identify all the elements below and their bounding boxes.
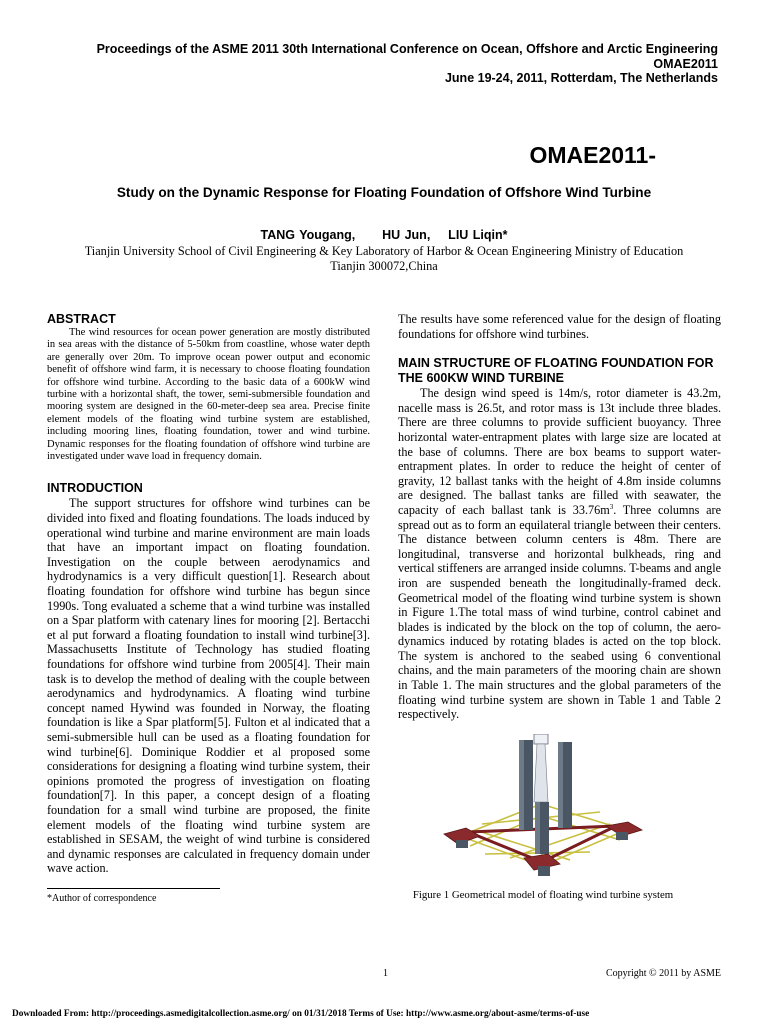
paper-id: OMAE2011- bbox=[529, 142, 656, 168]
abstract-heading: ABSTRACT bbox=[47, 312, 116, 326]
figure-caption: Figure 1 Geometrical model of floating wind turbine system bbox=[412, 889, 674, 901]
main-structure-text: The design wind speed is 14m/s, rotor diameter is 43.2m, nacelle mass is 26.5t, and rotor mass is 13t include three blades. There are three columns to provide sufficient buoyancy. Three horizontal water-entrapment plates with large size are located at the base of columns. There are box beams to support water-entrapment plates. In order to reduce the height of center of gravity, 12 ballast tanks with the height of 4.8m inside columns are designed. The ballast tanks are filled with seawater, the capacity of each ballast tank is $33.76m^3$. Three columns are spread out as to form an equilateral triangle between their centers. The distance between column centers is 48m. There are longitudinal, transverse and horizontal bulkheads, ring and vertical stiffeners are arranged inside columns. T-beams and angle iron are suspended beneath the longitudinally-framed deck. Geometrical model of the floating wind turbine system is shown in Figure 1.The total mass of wind turbine, control cabinet and blades is indicated by the block on the top of column, the aero-dynamics induced by rotating blades is acted on the top block. The system is anchored to the seabed using 6 conventional chains, and the main parameters of the mooring chain are shown in Table 1. The main structures and the global parameters of the floating wind turbine system are shown in Table 1 and Table 2 respectively. bbox=[398, 386, 721, 722]
header-line-2: OMAE2011 bbox=[653, 56, 718, 71]
left-column bbox=[47, 312, 370, 876]
paper-title: Study on the Dynamic Response for Floating Foundation of Offshore Wind Turbine bbox=[116, 185, 652, 200]
copyright: Copyright © 2011 by ASME bbox=[605, 968, 721, 979]
conference-header bbox=[97, 42, 718, 86]
header-line-3: June 19-24, 2011, Rotterdam, The Netherlands bbox=[444, 71, 718, 85]
download-note: Downloaded From: http://proceedings.asmedigitalcollection.asme.org/ on 01/31/2018 Terms of Use: http://www.asme.org/about-asme/terms-of-use bbox=[12, 1009, 590, 1019]
floating-wind-turbine-figure bbox=[440, 734, 650, 882]
right-intro-text: The results have some referenced value for the design of floating foundations for offshore wind turbines. bbox=[398, 312, 721, 341]
header-line-1: Proceedings of the ASME 2011 30th International Conference on Ocean, Offshore and Arctic Engineering bbox=[96, 42, 718, 56]
introduction-text: The support structures for offshore wind turbines can be divided into fixed and floating foundations. The loads induced by operational wind turbine and marine environment are main loads that have an important impact on floating foundation. Investigation on the couple between aerodynamics and hydrodynamics is a very difficult question[1]. Research about floating foundation for offshore wind turbine has begun since 1990s. Tong evaluated a scheme that a wind turbine was installed on a Spar platform with catenary lines for mooring [2]. Bertacchi et al put forward a floating foundation to install wind turbine[3]. Massachusetts Institute of Technology has studied floating foundations for offshore wind turbine from 2005[4]. Their main task is to develop the method of dealing with the couple between aerodynamics and hydrodynamics. A floating wind turbine concept named Hywind was founded in Norway, the floating foundation is like a Spar platform[5]. Fulton et al indicated that a semi-submersible hull can be used as a floating foundation for wind turbine[6]. Dominique Roddier et al proposed some considerations for designing a floating wind turbine system, their opinions promoted the progress of investigation on floating foundation[7]. In this paper, a concept design of a floating foundation for a small wind turbine are proposed, the finite element models of the floating wind turbine system are established in SESAM, the weight of wind turbine is considered and dynamic responses are calculated in frequency domain under wave action. bbox=[47, 496, 370, 876]
tower bbox=[534, 734, 548, 802]
authors: TANG Yougang, HU Jun, LIU Liqin* bbox=[260, 228, 508, 242]
introduction-heading: INTRODUCTION bbox=[47, 481, 143, 496]
footnote-rule bbox=[47, 888, 220, 889]
footnote: *Author of correspondence bbox=[47, 893, 157, 904]
affiliation-line-1: Tianjin University School of Civil Engineering & Key Laboratory of Harbor & Ocean Engineering Ministry of Education bbox=[84, 244, 684, 258]
page-number: 1 bbox=[383, 968, 388, 979]
affiliation bbox=[0, 244, 768, 273]
main-structure-heading: MAIN STRUCTURE OF FLOATING FOUNDATION FOR THE 600KW WIND TURBINE bbox=[398, 356, 714, 386]
abstract-text: The wind resources for ocean power generation are mostly distributed in sea areas with the distance of 5-50km from coastline, whose water depth are generally over 20m. To improve ocean power output and economic benefit of offshore wind farm, it is necessary to choose floating foundation for offshore wind turbine. According to the basic data of a 600kW wind turbine with a horizontal shaft, the tower, semi-submersible foundation and mooring system are designed in the 60-meter-deep sea area. Precise finite element models of the floating wind turbine system are established, including mooring lines, floating foundation, tower and wind turbine. Dynamic responses for the floating foundation of offshore wind turbine are investigated under wave load in frequency domain. bbox=[47, 327, 370, 463]
right-column bbox=[398, 312, 721, 722]
affiliation-line-2: Tianjin 300072,China bbox=[330, 258, 438, 273]
